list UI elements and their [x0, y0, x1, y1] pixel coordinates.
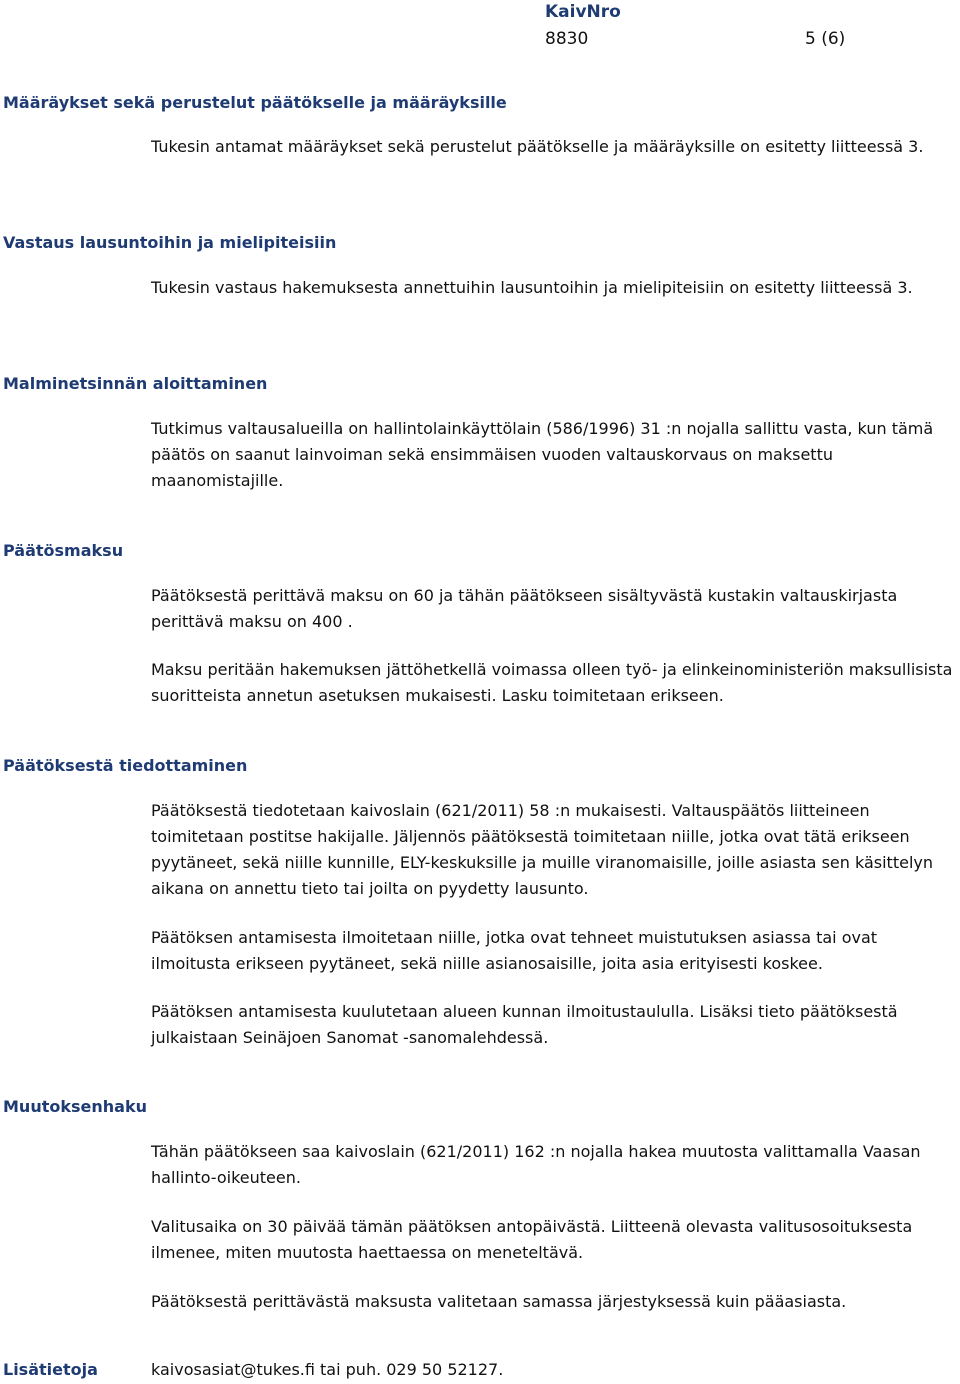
section-paragraph: Valitusaika on 30 päivää tämän päätöksen antopäivästä. Liitteenä olevasta valitusosoituksesta ilmenee, miten muutosta haettaessa on meneteltävä.: [151, 1217, 913, 1262]
section-heading-decision-fee: Päätösmaksu: [3, 541, 124, 560]
section-paragraph: Tähän päätökseen saa kaivoslain (621/2011) 162 :n nojalla hakea muutosta valittamalla Vaasan hallinto-oikeuteen.: [151, 1142, 921, 1187]
section-paragraph: Maksu peritään hakemuksen jättöhetkellä voimassa olleen työ- ja elinkeinoministeriön maksullisista suoritteista annetun asetuksen mukaisesti. Lasku toimitetaan erikseen.: [151, 660, 953, 705]
page-number: 5 (6): [805, 29, 846, 49]
section-heading-regulations: Määräykset sekä perustelut päätökselle ja määräyksille: [3, 93, 507, 112]
section-paragraph: Tukesin vastaus hakemuksesta annettuihin lausuntoihin ja mielipiteisiin on esitetty liitteessä 3.: [151, 278, 913, 297]
section-paragraph: Tutkimus valtausalueilla on hallintolainkäyttölain (586/1996) 31 :n nojalla sallittu vasta, kun tämä päätös on saanut lainvoiman sekä ensimmäisen vuoden valtauskorvaus on maksettu maanomistajille.: [151, 419, 934, 490]
contact-info: kaivosasiat@tukes.fi tai puh. 029 50 52127.: [151, 1360, 504, 1379]
section-paragraph: Päätöksestä perittävästä maksusta valitetaan samassa järjestyksessä kuin pääasiasta.: [151, 1292, 847, 1311]
document-number: 8830: [545, 29, 589, 49]
section-heading-statements-response: Vastaus lausuntoihin ja mielipiteisiin: [3, 233, 337, 252]
section-paragraph: Päätöksestä perittävä maksu on 60 ja tähän päätökseen sisältyvästä kustakin valtauskirjasta perittävä maksu on 400 .: [151, 586, 898, 631]
section-heading-exploration-start: Malminetsinnän aloittaminen: [3, 374, 268, 393]
section-paragraph: Tukesin antamat määräykset sekä perustelut päätökselle ja määräyksille on esitetty liitteessä 3.: [151, 137, 924, 156]
section-paragraph: Päätöksen antamisesta kuulutetaan alueen kunnan ilmoitustaululla. Lisäksi tieto päätöksestä julkaistaan Seinäjoen Sanomat -sanomalehdessä.: [151, 1002, 898, 1047]
document-type-label: KaivNro: [545, 2, 621, 22]
section-heading-notification: Päätöksestä tiedottaminen: [3, 756, 248, 775]
contact-label: Lisätietoja: [3, 1360, 98, 1379]
section-paragraph: Päätöksen antamisesta ilmoitetaan niille, jotka ovat tehneet muistutuksen asiassa tai ovat ilmoitusta erikseen pyytäneet, sekä niille asianosaisille, joita asia erityisesti koskee.: [151, 928, 878, 973]
section-heading-appeal: Muutoksenhaku: [3, 1097, 147, 1116]
section-paragraph: Päätöksestä tiedotetaan kaivoslain (621/2011) 58 :n mukaisesti. Valtauspäätös liitteineen toimitetaan postitse hakijalle. Jäljennös päätöksestä toimitetaan niille, jotka ovat tätä erikseen pyytäneet, sekä niille kunnille, ELY-keskuksille ja muille viranomaisille, joille asiasta sen käsittelyn aikana on annettu tieto tai joilta on pyydetty lausunto.: [151, 801, 933, 898]
